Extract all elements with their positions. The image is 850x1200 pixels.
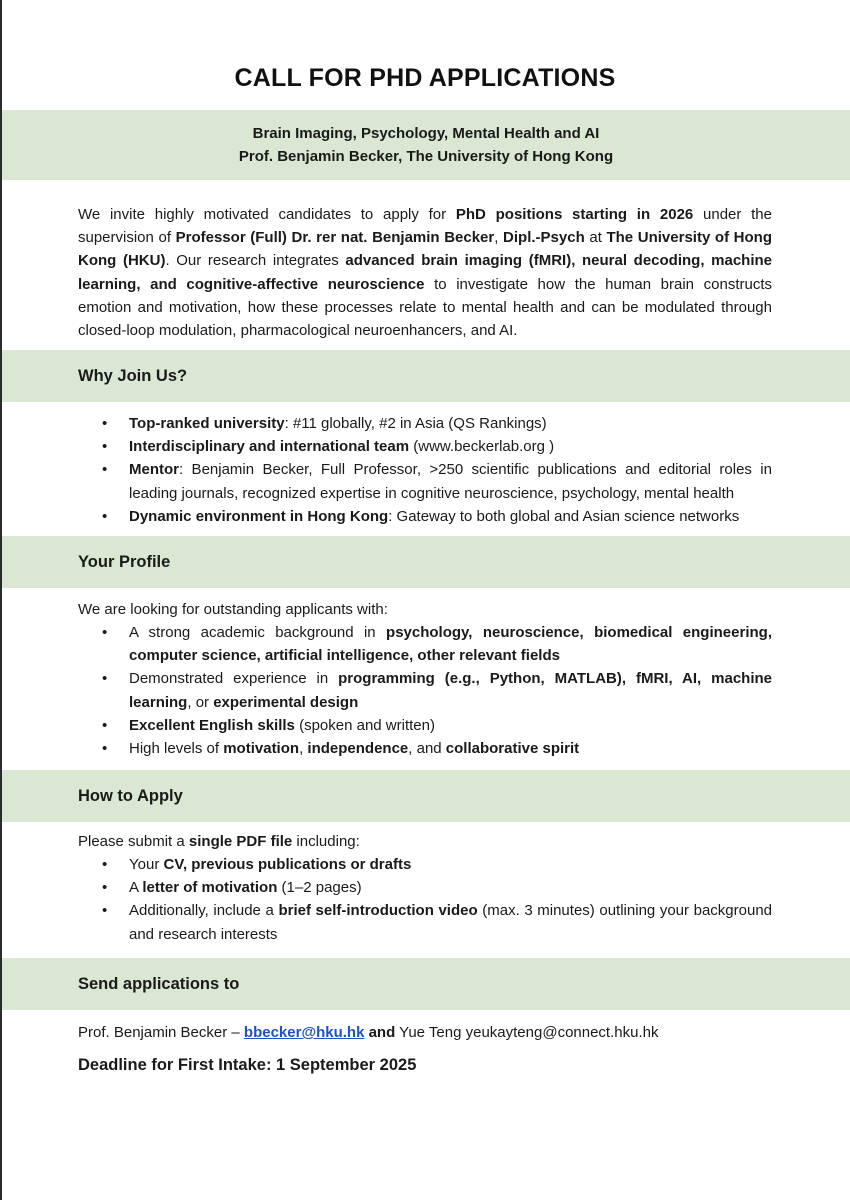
bullet-icon: • <box>102 415 108 432</box>
bullet-icon: • <box>102 438 108 456</box>
apply-lead: Please submit a single PDF file including: <box>78 833 360 850</box>
list-item: • Excellent English skills (spoken and written) <box>78 714 772 737</box>
bullet-icon: • <box>102 740 108 758</box>
subtitle-line-2: Prof. Benjamin Becker, The University of Hong Kong <box>238 148 614 165</box>
email-link-bbecker[interactable]: bbecker@hku.hk <box>243 1024 365 1041</box>
list-item: • Interdisciplinary and international team (www.beckerlab.org ) <box>78 435 772 458</box>
section-heading-why-join: Why Join Us? <box>2 350 850 402</box>
section-heading-apply: How to Apply <box>2 770 850 822</box>
bullet-icon: • <box>102 461 108 479</box>
deadline-text: Deadline for First Intake: 1 September 2025 <box>78 1056 417 1074</box>
list-item: • High levels of motivation, independence, and collaborative spirit <box>78 737 772 760</box>
list-item: • A letter of motivation (1–2 pages) <box>78 876 772 899</box>
bullet-icon: • <box>102 879 108 897</box>
section-heading-profile: Your Profile <box>2 536 850 588</box>
bullet-icon: • <box>102 902 108 920</box>
list-item: • Dynamic environment in Hong Kong: Gateway to both global and Asian science networks <box>78 505 772 528</box>
list-item: • Top-ranked university: #11 globally, #2 in Asia (QS Rankings) <box>78 412 772 435</box>
bullet-icon: • <box>102 670 108 688</box>
bullet-icon: • <box>102 856 108 873</box>
subtitle-banner <box>2 110 850 180</box>
bullet-icon: • <box>102 624 108 641</box>
profile-lead: We are looking for outstanding applicants with: <box>78 601 388 618</box>
page-title: CALL FOR PHD APPLICATIONS <box>234 64 616 92</box>
why-join-list <box>78 412 772 528</box>
list-item: • A strong academic background in psychology, neuroscience, biomedical engineering, computer science, artificial intelligence, other relevant fields <box>78 621 772 667</box>
list-item: • Additionally, include a brief self-introduction video (max. 3 minutes) outlining your background and research interests <box>78 899 772 945</box>
bullet-icon: • <box>102 716 108 734</box>
list-item: • Demonstrated experience in programming (e.g., Python, MATLAB), fMRI, AI, machine learning, or experimental design <box>78 667 772 713</box>
subtitle-line-1: Brain Imaging, Psychology, Mental Health and AI <box>252 125 600 142</box>
intro-paragraph: We invite highly motivated candidates to apply for PhD positions starting in 2026 under the supervision of Professor (Full) Dr. rer nat. Benjamin Becker, Dipl.-Psych at The University of Hong Kong (HKU). Our research integrates advanced brain imaging (fMRI), neural decoding, machine learning, and cognitive-affective neuroscience to investigate how the human brain constructs emotion and motivation, how these processes relate to mental health and can be modulated through closed-loop modulation, pharmacological neuroenhancers, and AI. <box>78 206 773 340</box>
profile-list <box>78 621 772 760</box>
list-item: • Your CV, previous publications or drafts <box>78 853 772 876</box>
list-item: • Mentor: Benjamin Becker, Full Professor, >250 scientific publications and editorial roles in leading journals, recognized expertise in cognitive neuroscience, psychology, mental health <box>78 458 772 504</box>
section-heading-send: Send applications to <box>2 958 850 1010</box>
apply-list <box>78 853 772 946</box>
bullet-icon: • <box>102 507 108 525</box>
send-line: Prof. Benjamin Becker – bbecker@hku.hk and Yue Teng yeukayteng@connect.hku.hk <box>78 1024 659 1041</box>
page-left-border <box>0 0 2 1200</box>
